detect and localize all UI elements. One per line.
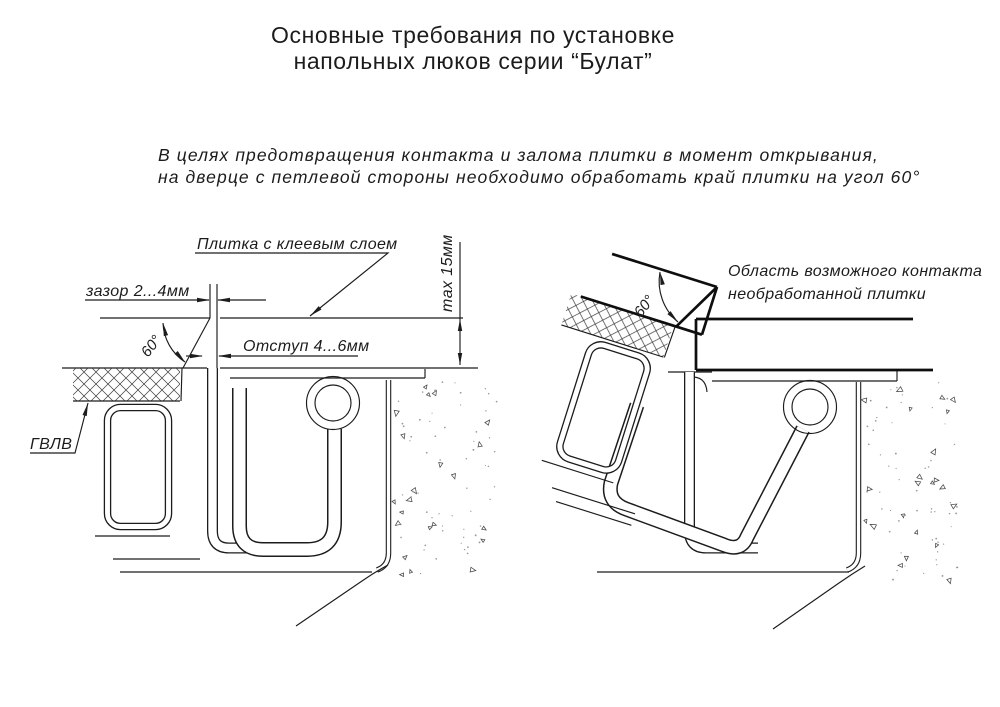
arc-arrow-top-icon	[161, 323, 168, 337]
page-title-line1: Основные требования по установке	[271, 22, 675, 48]
tile-adhesive-label: Плитка с клеевым слоем	[197, 236, 398, 253]
frame-right-wall-outline	[847, 382, 859, 570]
page-header	[158, 22, 920, 187]
frame-right-wall-outline	[377, 380, 389, 570]
left-door-closed	[62, 318, 210, 559]
angle-dimension-left	[138, 323, 187, 364]
offset-dimension	[186, 338, 370, 358]
dim-arrow-down-icon	[458, 353, 462, 365]
max-height-dimension	[439, 234, 462, 365]
frame-corner-arc	[694, 377, 707, 392]
gap-label: зазор 2...4мм	[86, 283, 190, 300]
door-tile-bevel-60	[183, 318, 210, 368]
dim-arrow-left-icon	[217, 298, 230, 302]
hinge-arm-core	[240, 388, 335, 550]
dim-arrow-right-icon	[190, 354, 203, 358]
left-hinge-pivot	[307, 377, 360, 430]
frame-wall-outline	[213, 368, 311, 548]
gvl-hatch-layer	[73, 368, 180, 401]
gvl-right-edge	[181, 368, 182, 401]
leader-arrow-icon	[83, 402, 91, 416]
left-hinge-arm	[240, 388, 335, 550]
note-line2: на дверце с петлевой стороны необходимо обработать край плитки на угол 60°	[158, 167, 921, 187]
angle-label-right: 60°	[630, 292, 659, 321]
max-height-label: max 15мм	[439, 234, 456, 312]
tile-adhesive-callout	[195, 236, 398, 318]
arc-arrow-bottom-icon	[667, 311, 679, 323]
dim-arrow-up-icon	[458, 319, 462, 331]
gap-dimension	[85, 283, 266, 368]
left-frame-section	[120, 318, 478, 626]
left-view-closed-hatch	[30, 234, 497, 626]
dim-arrow-right-icon	[197, 298, 210, 302]
door-frame-tube-core	[557, 342, 651, 474]
contact-label-line1: Область возможного контакта	[728, 263, 983, 280]
hinge-arm-core	[610, 405, 803, 547]
hinge-pivot-inner	[315, 385, 351, 421]
contact-label-line2: необработанной плитки	[728, 286, 927, 303]
hinge-pivot-inner	[792, 389, 828, 425]
gvl-callout	[30, 402, 90, 453]
gvl-label: ГВЛВ	[30, 436, 73, 453]
right-dimensions	[631, 263, 983, 324]
right-hinge-arm	[610, 405, 803, 547]
page-title-line2: напольных люков серии “Булат”	[293, 48, 653, 74]
section-break-line	[773, 566, 865, 629]
concrete-speckles-right	[861, 382, 958, 584]
section-break-line	[296, 565, 388, 626]
tile-adhesive-leader	[195, 253, 388, 316]
door-frame-tube-outline	[108, 408, 169, 527]
right-hinge-pivot	[784, 381, 837, 434]
angle-label-left: 60°	[137, 332, 166, 361]
angle-dimension-right	[631, 272, 680, 324]
door-frame-tube-core	[108, 408, 169, 527]
dim-arrow-left-icon	[218, 354, 231, 358]
angle-arc	[163, 323, 185, 362]
note-line1: В целях предотвращения контакта и залома плитки в момент открывания,	[158, 145, 879, 165]
door-tile-top-thick	[612, 254, 717, 287]
hinge-arm-outline	[240, 388, 335, 550]
frame-wall-core	[213, 368, 311, 548]
right-view-open-hatch	[510, 246, 982, 629]
contact-area-callout	[728, 263, 982, 303]
offset-label: Отступ 4...6мм	[243, 338, 370, 355]
concrete-speckles-left	[392, 381, 497, 576]
